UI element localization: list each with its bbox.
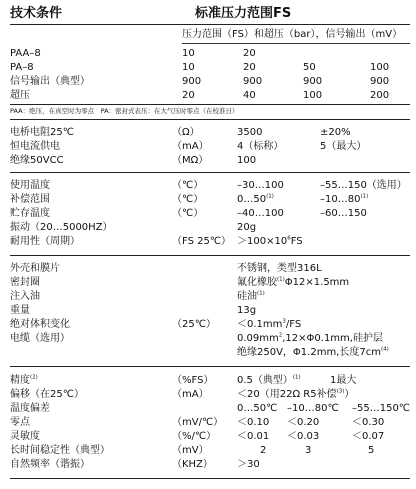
cable-spec-continued: 绝缘250V，Φ1.2mm,长度$7cm^{(4)}$ [237,346,389,358]
range-cell: 900 [303,76,323,87]
spec-value: ＞30 [237,459,260,470]
spec-value: 硅油$^{(1)}$ [237,290,265,302]
spec-value: 2 [260,445,267,456]
spec-label: 电缆（选用） [10,333,70,344]
spec-label: 精度$^{(2)}$ [10,374,38,386]
range-title: 标准压力范围FS [195,6,292,21]
spec-value: ±20% [320,127,351,138]
spec-unit: （%/℃） [172,431,217,442]
spec-unit: （℃） [172,208,204,219]
range-cell: 20 [243,48,256,59]
spec-unit: （KHZ） [172,459,213,470]
spec-value: –10…80℃ [287,403,339,414]
spec-value: 3 [305,445,312,456]
spec-value: 3500 [237,127,263,138]
divider [10,366,410,367]
spec-value: 0.5（典型）$^{(1)}$ [237,374,301,386]
spec-label: 贮存温度 [10,208,50,219]
spec-label: 恒电流供电 [10,141,60,152]
spec-label: 偏移（在25℃） [10,389,84,400]
spec-value: $0.09mm^2,12\times\Phi 0.1mm$,硅护层 [237,332,383,344]
spec-label: 绝对体积变化 [10,319,70,330]
spec-value: –55…150℃ [352,403,411,414]
range-table-header: 压力范围（FS）和超压（bar），信号输出（mV） [182,29,403,40]
divider [10,104,410,105]
spec-label: 电桥电阻25℃ [10,127,74,138]
spec-value: ＜0.30 [352,417,385,428]
spec-value: 100 [237,155,257,166]
range-cell: 10 [182,62,195,73]
range-cell: 50 [303,62,316,73]
divider [10,172,410,173]
spec-value: ＜20（用22Ω R5补偿$^{(3)}$） [237,388,355,400]
section-title: 技术条件 [10,6,63,21]
range-cell: 900 [182,76,202,87]
range-row-label: PAA–8 [10,48,41,59]
spec-value: 0…50℃ [237,403,278,414]
spec-value: ＜0.07 [352,431,385,442]
spec-value: 5（最大） [320,141,367,152]
spec-value: ＜0.03 [287,431,320,442]
spec-value: –55…150（选用） [320,180,407,191]
spec-label: 耐用性（周期） [10,236,80,247]
spec-value: 5 [368,445,375,456]
range-row-label: 信号输出（典型） [10,76,90,87]
spec-unit: （mA） [172,389,209,400]
spec-label: 温度偏差 [10,403,50,414]
divider [10,119,410,120]
spec-label: 注入油 [10,291,40,302]
spec-value: ＜0.01 [237,431,270,442]
range-cell: 10 [182,48,195,59]
spec-unit: （MΩ） [172,155,209,166]
spec-value: –10…80$^{(1)}$ [320,193,369,205]
spec-label: 绝缘50VCC [10,155,64,166]
spec-unit: （℃） [172,180,204,191]
range-cell: 100 [303,90,323,101]
spec-unit: （mA） [172,141,209,152]
spec-label: 灵敏度 [10,431,40,442]
range-cell: 20 [182,90,195,101]
range-cell: 900 [370,76,390,87]
spec-value: ＜0.20 [287,417,320,428]
spec-label: 自然频率（谐振） [10,459,90,470]
range-cell: 20 [243,62,256,73]
spec-value: 13g [237,305,257,316]
spec-unit: （%FS） [172,375,214,386]
range-cell: 900 [243,76,263,87]
spec-label: 外壳和膜片 [10,263,60,274]
spec-value: 不锈钢，类型316L [237,263,322,274]
range-cell: 100 [370,62,390,73]
spec-value: 1最大 [330,375,357,386]
spec-unit: （mV/℃） [172,417,224,428]
range-table-note: PAA：绝压，在真空时为零点 PA：密封式表压：在大气压时零点（在校准日） [10,107,239,115]
spec-label: 使用温度 [10,180,50,191]
spec-value: –40…100 [237,208,284,219]
spec-unit: （FS 25℃） [172,236,232,247]
spec-unit: （25℃） [172,319,216,330]
spec-value: $>100\times 10^6FS$ [237,235,303,247]
range-row-label: 超压 [10,90,30,101]
spec-label: 密封圈 [10,277,40,288]
range-row-label: PA–8 [10,62,34,73]
spec-label: 长时间稳定性（典型） [10,445,110,456]
spec-unit: （℃） [172,194,204,205]
range-cell: 40 [243,90,256,101]
range-table-header-rule [182,43,410,44]
spec-value: 0…50$^{(1)}$ [237,193,274,205]
range-cell: 200 [370,90,390,101]
spec-value: –60…150 [320,208,367,219]
header-rule [10,24,410,25]
divider [10,478,410,479]
spec-label: 重量 [10,305,30,316]
spec-value: –30…100 [237,180,284,191]
spec-label: 补偿范围 [10,194,50,205]
divider [10,255,410,256]
spec-value: 20g [237,222,257,233]
spec-value: ＜0.10 [237,417,270,428]
spec-unit: （mV） [172,445,209,456]
spec-label: 振动（20…5000HZ） [10,222,113,233]
spec-value: 氟化橡胶$^{(1)}$Φ12×1.5mm [237,276,350,288]
spec-value: $<0.1mm^3/FS$ [237,318,302,330]
spec-label: 零点 [10,417,30,428]
spec-value: 4（标称） [237,141,284,152]
spec-unit: （Ω） [172,127,200,138]
